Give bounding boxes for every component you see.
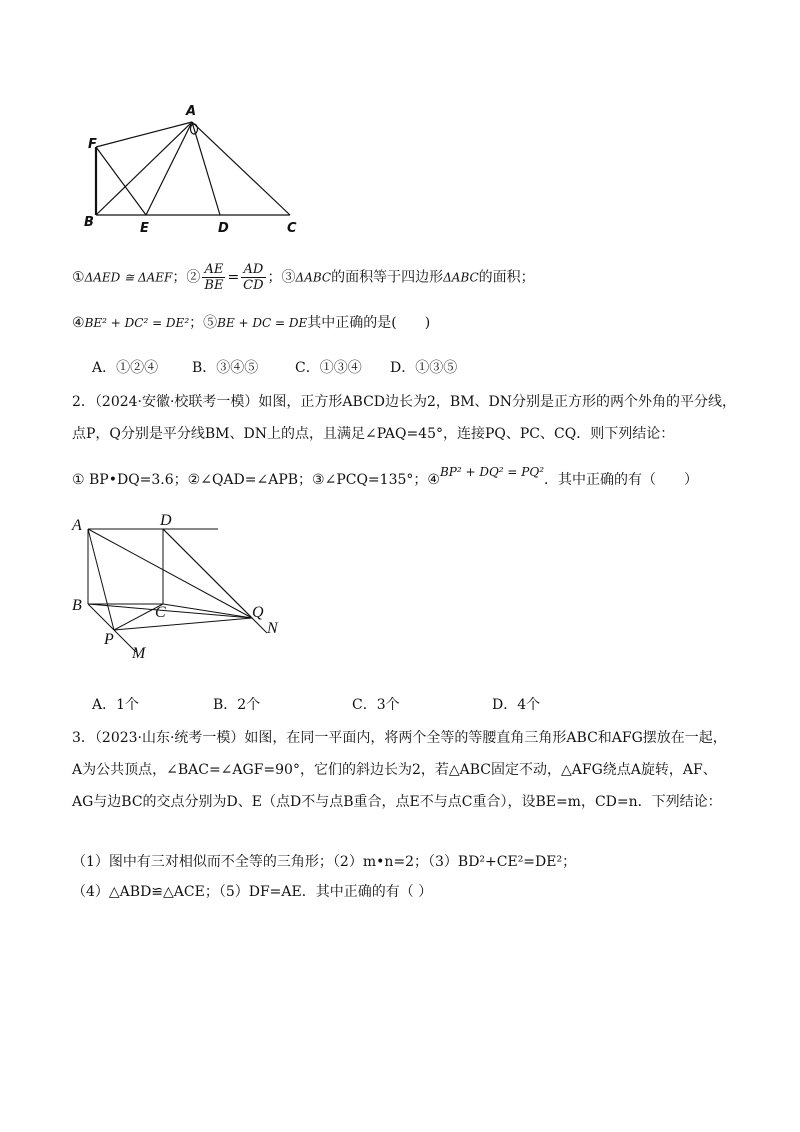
q2-segment-pq xyxy=(114,618,252,630)
q2-conclusion-line: ① BP•DQ=3.6；②∠QAD=∠APB；③∠PCQ=135°；④BP² + DQ² = PQ²．其中正确的有（ ） xyxy=(72,465,698,488)
q1-label-a: A xyxy=(186,104,197,119)
q2-option-a[interactable]: A．1个 xyxy=(92,697,140,713)
q1-fraction-ad-cd: $\frac{AD}{CD}$ xyxy=(243,262,264,293)
q2-label-n: N xyxy=(267,620,278,637)
q2-label-p: P xyxy=(104,631,114,648)
q1-segment-fe xyxy=(96,147,146,215)
q1-segment-ae xyxy=(146,122,192,215)
q1-segment-ab xyxy=(96,122,192,215)
q1-option-c[interactable]: C．①③④ xyxy=(295,360,362,376)
q2-option-b[interactable]: B．2个 xyxy=(213,697,261,713)
q1-segment-ac xyxy=(192,122,290,215)
q3-conclusion-line-2: （4）△ABD≌△ACE；（5）DF=AE．其中正确的有（ ） xyxy=(72,884,433,900)
q1-conclusion-line-1: ①ΔAED ≅ ΔAEF；② $\frac{AE}{BE}$ = $\frac{AD}{CD}$ ；③ΔABC的面积等于四边形ΔABC的面积； xyxy=(72,262,535,293)
q1-label-b: B xyxy=(84,215,94,230)
q2-option-d[interactable]: D．4个 xyxy=(492,697,541,713)
q2-segment-dq xyxy=(163,529,252,618)
q1-label-f: F xyxy=(88,137,97,152)
q1-fraction-ae-be: $\frac{AE}{BE}$ xyxy=(204,262,224,293)
q1-option-d[interactable]: D．①③⑤ xyxy=(390,360,458,376)
q2-label-c: C xyxy=(155,604,166,621)
q2-segment-ap xyxy=(88,529,114,630)
q1-conclusion-line-2: ④BE² + DC² = DE²；⑤BE + DC = DE其中正确的是( ) xyxy=(72,315,431,331)
q2-label-m: M xyxy=(132,645,146,662)
q3-conclusion-line-1: （1）图中有三对相似而不全等的三角形；（2）m•n=2；（3）BD²+CE²=DE²； xyxy=(72,854,577,870)
q3-stem-line-3: AG与边BC的交点分别为D、E（点D不与点B重合，点E不与点C重合），设BE=m，CD=n．下列结论： xyxy=(72,794,722,810)
q1-label-c: C xyxy=(287,221,297,236)
q2-label-a: A xyxy=(72,517,82,534)
q1-option-a[interactable]: A．①②④ xyxy=(92,360,159,376)
q1-option-b[interactable]: B．③④⑤ xyxy=(192,360,259,376)
q2-segment-bq xyxy=(88,604,252,618)
q2-stem-line-1: 2．（2024·安徽·校联考一模）如图，正方形ABCD边长为2，BM、DN分别是正方形的两个外角的平分线， xyxy=(72,394,737,410)
q1-label-e: E xyxy=(140,221,149,236)
q3-stem-line-2: A为公共顶点，∠BAC=∠AGF=90°，它们的斜边长为2，若△ABC固定不动，△AFG绕点A旋转，AF、 xyxy=(72,762,717,778)
q2-option-c[interactable]: C．3个 xyxy=(352,697,400,713)
q3-stem-line-1: 3．（2023·山东·统考一模）如图，在同一平面内，将两个全等的等腰直角三角形ABC和AFG摆放在一起， xyxy=(72,730,727,746)
q2-label-q: Q xyxy=(252,604,264,621)
q1-figure xyxy=(78,105,308,240)
q2-stem-line-2: 点P，Q分别是平分线BM、DN上的点，且满足∠PAQ=45°，连接PQ、PC、CQ．则下列结论： xyxy=(72,426,675,442)
q2-label-d: D xyxy=(160,512,172,529)
q1-segment-fa xyxy=(96,122,192,147)
q1-label-d: D xyxy=(218,221,229,236)
q2-label-b: B xyxy=(72,597,82,614)
